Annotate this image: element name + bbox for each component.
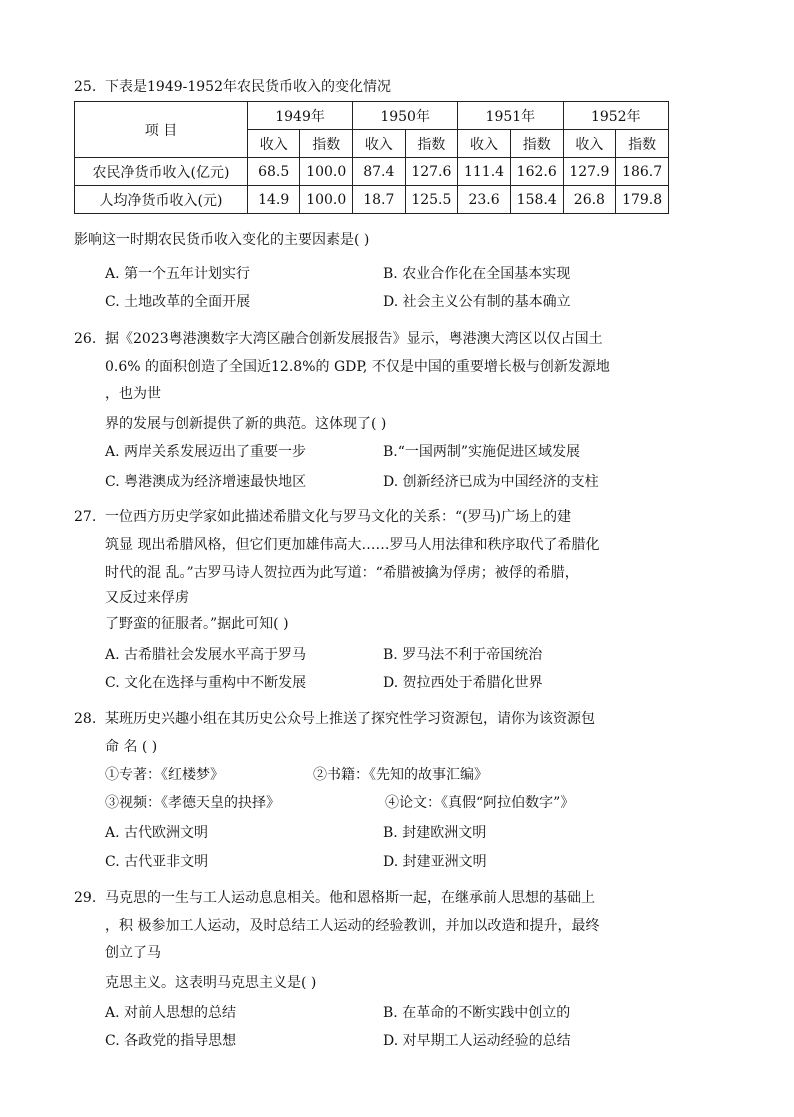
sub-header-index: 指数 bbox=[616, 130, 669, 158]
year-header: 1951年 bbox=[458, 102, 563, 130]
q27-stem-line: 了野蛮的征服者。”据此可知( ) bbox=[105, 616, 289, 632]
table-cell: 23.6 bbox=[458, 186, 511, 214]
year-header: 1952年 bbox=[563, 102, 668, 130]
q28-material-item: ①专著：《红楼梦》 bbox=[105, 767, 224, 783]
q25-option-c: C. 土地改革的全面开展 bbox=[105, 294, 251, 310]
table-cell: 100.0 bbox=[300, 158, 353, 186]
q28-option-c: C. 古代亚非文明 bbox=[105, 854, 209, 870]
q25-option-b: B. 农业合作化在全国基本实现 bbox=[383, 266, 571, 282]
row-label: 农民净货币收入(亿元) bbox=[75, 158, 248, 186]
table-cell: 127.9 bbox=[563, 158, 616, 186]
table-cell: 127.6 bbox=[405, 158, 458, 186]
q29-option-c: C. 各政党的指导思想 bbox=[105, 1033, 237, 1049]
year-header: 1950年 bbox=[353, 102, 458, 130]
q26-number: 26. bbox=[74, 331, 97, 347]
q29-stem-line: 创立了马 bbox=[105, 945, 161, 961]
q27-stem-line: 又反过来俘虏 bbox=[105, 590, 189, 606]
q27-option-b: B. 罗马法不利于帝国统治 bbox=[383, 647, 543, 663]
table-cell: 158.4 bbox=[510, 186, 563, 214]
q26-option-d: D. 创新经济已成为中国经济的支柱 bbox=[383, 474, 599, 490]
q28-option-d: D. 封建亚洲文明 bbox=[383, 854, 487, 870]
q26-option-b: B.“一国两制”实施促进区域发展 bbox=[383, 444, 581, 460]
table-header-row bbox=[75, 102, 669, 130]
q27-stem-line: 时代的混 乱。”古罗马诗人贺拉西为此写道：“希腊被擒为俘虏；被俘的希腊， bbox=[105, 565, 579, 581]
table-item-header: 项 目 bbox=[75, 102, 248, 158]
q26-stem-line: 据《2023粤港澳数字大湾区融合创新发展报告》显示，粤港澳大湾区以仅占国土 bbox=[105, 331, 603, 347]
q29-number: 29. bbox=[74, 890, 97, 906]
q26-option-a: A. 两岸关系发展迈出了重要一步 bbox=[105, 444, 307, 460]
q27-number: 27. bbox=[74, 509, 97, 525]
q25-question: 影响这一时期农民货币收入变化的主要因素是( ) bbox=[74, 232, 370, 248]
table-cell: 100.0 bbox=[300, 186, 353, 214]
q25-option-a: A. 第一个五年计划实行 bbox=[105, 266, 251, 282]
sub-header-income: 收入 bbox=[247, 130, 299, 158]
q29-option-a: A. 对前人思想的总结 bbox=[105, 1005, 237, 1021]
q29-option-b: B. 在革命的不断实践中创立的 bbox=[383, 1005, 571, 1021]
q28-option-a: A. 古代欧洲文明 bbox=[105, 825, 209, 841]
q25-stem: 下表是1949-1952年农民货币收入的变化情况 bbox=[105, 79, 391, 95]
q28-stem-line: 命 名 ( ) bbox=[105, 739, 158, 755]
table-row bbox=[75, 186, 669, 214]
q27-option-d: D. 贺拉西处于希腊化世界 bbox=[383, 675, 543, 691]
q28-stem-line: 某班历史兴趣小组在其历史公众号上推送了探究性学习资源包，请你为该资源包 bbox=[105, 711, 595, 727]
table-cell: 14.9 bbox=[247, 186, 299, 214]
year-header: 1949年 bbox=[247, 102, 352, 130]
q27-option-c: C. 文化在选择与重构中不断发展 bbox=[105, 675, 307, 691]
sub-header-index: 指数 bbox=[300, 130, 353, 158]
q29-stem-line: ，积 极参加工人运动，及时总结工人运动的经验教训，并加以改造和提升，最终 bbox=[105, 918, 600, 934]
table-cell: 68.5 bbox=[247, 158, 299, 186]
income-table bbox=[74, 101, 669, 214]
table-cell: 125.5 bbox=[405, 186, 458, 214]
table-cell: 179.8 bbox=[616, 186, 669, 214]
table-cell: 87.4 bbox=[353, 158, 405, 186]
sub-header-index: 指数 bbox=[405, 130, 458, 158]
row-label: 人均净货币收入(元) bbox=[75, 186, 248, 214]
q27-stem-line: 筑显 现出希腊风格，但它们更加雄伟高大……罗马人用法律和秩序取代了希腊化 bbox=[105, 537, 600, 553]
q28-option-b: B. 封建欧洲文明 bbox=[383, 825, 487, 841]
table-cell: 111.4 bbox=[458, 158, 511, 186]
q28-material-item: ③视频：《孝德天皇的抉择》 bbox=[105, 795, 280, 811]
q26-stem-line: 0.6% 的面积创造了全国近12.8%的 GDP, 不仅是中国的重要增长极与创新发源地 bbox=[105, 359, 610, 375]
q28-number: 28. bbox=[74, 711, 97, 727]
q29-stem-line: 马克思的一生与工人运动息息相关。他和恩格斯一起，在继承前人思想的基础上 bbox=[105, 890, 595, 906]
q26-option-c: C. 粤港澳成为经济增速最快地区 bbox=[105, 474, 307, 490]
q25-option-d: D. 社会主义公有制的基本确立 bbox=[383, 294, 571, 310]
q27-option-a: A. 古希腊社会发展水平高于罗马 bbox=[105, 647, 307, 663]
q28-material-item: ②书籍：《先知的故事汇编》 bbox=[313, 767, 488, 783]
table-cell: 26.8 bbox=[563, 186, 616, 214]
q27-stem-line: 一位西方历史学家如此描述希腊文化与罗马文化的关系：“(罗马)广场上的建 bbox=[105, 509, 572, 525]
sub-header-income: 收入 bbox=[353, 130, 405, 158]
q29-stem-line: 克思主义。这表明马克思主义是( ) bbox=[105, 975, 317, 991]
table-row bbox=[75, 158, 669, 186]
q29-option-d: D. 对早期工人运动经验的总结 bbox=[383, 1033, 571, 1049]
table-cell: 162.6 bbox=[510, 158, 563, 186]
table-cell: 18.7 bbox=[353, 186, 405, 214]
q25-number: 25. bbox=[74, 79, 97, 95]
sub-header-income: 收入 bbox=[563, 130, 616, 158]
sub-header-income: 收入 bbox=[458, 130, 511, 158]
q26-stem-line: ，也为世 bbox=[105, 386, 161, 402]
q28-material-item: ④论文：《真假“阿拉伯数字”》 bbox=[385, 795, 575, 811]
q26-stem-line: 界的发展与创新提供了新的典范。这体现了( ) bbox=[105, 416, 387, 432]
table-cell: 186.7 bbox=[616, 158, 669, 186]
sub-header-index: 指数 bbox=[510, 130, 563, 158]
